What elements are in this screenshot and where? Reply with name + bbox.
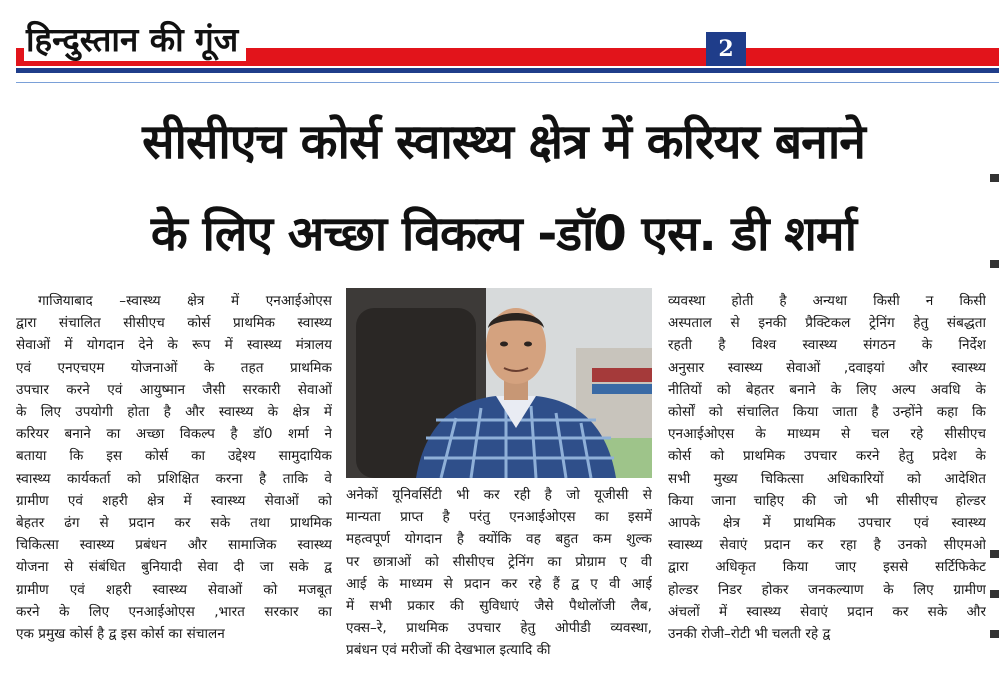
article-line: एनआईओएस के माध्यम से चल रहे सीसीएच <box>668 426 986 443</box>
article-line: ग्रामीण एवं शहरी क्षेत्र में स्वास्थ्य सेवाओं को <box>16 492 332 509</box>
newspaper-title: हिन्दुस्तान की गूंज <box>24 16 246 61</box>
header-divider <box>16 82 999 83</box>
article-line: होल्डर निडर होकर जनकल्याण के लिए ग्रामीण <box>668 581 986 598</box>
article-line: करियर बनाने का अच्छा विकल्प है डॉ0 शर्मा ने <box>16 426 332 443</box>
article-line: एवं एनएचएम योजनाओं के तहत प्राथमिक <box>16 359 332 376</box>
article-line: चिकित्सा स्वास्थ्य प्रबंधन और सामाजिक स्वास्थ्य <box>16 537 332 554</box>
article-line: स्वास्थ्य कार्यकर्ता को प्रशिक्षित करना है ताकि वे <box>16 470 332 487</box>
masthead-blue-rule <box>16 68 999 73</box>
article-line: में सभी प्रकार की सुविधाएं जैसे पैथोलॉजी लैब, <box>346 598 652 615</box>
article-column-right <box>668 290 986 645</box>
masthead <box>16 10 999 80</box>
portrait-photo <box>346 288 652 478</box>
article-line: रहती है विश्व स्वास्थ्य संगठन के निर्देश <box>668 337 986 354</box>
article-line: सभी मुख्य चिकित्सा अधिकारियों को आदेशित <box>668 470 986 487</box>
headline-line-1: सीसीएच कोर्स स्वास्थ्य क्षेत्र में करियर बनाने <box>142 114 865 170</box>
article-line: बताया कि इस कोर्स का उद्देश्य सामुदायिक <box>16 448 332 465</box>
article-column-left <box>16 290 332 645</box>
article-photo <box>346 288 652 478</box>
article-line: महत्वपूर्ण योगदान है क्योंकि वह बहुत कम शुल्क <box>346 531 652 548</box>
article-line: एक्स–रे, प्राथमिक उपचार हेतु ओपीडी व्यवस्था, <box>346 620 652 637</box>
article-column-middle <box>346 484 652 662</box>
article-line: पर छात्राओं को सीसीएच ट्रेनिंग का प्रोग्राम ए वी <box>346 553 652 570</box>
article-line: कोर्सों को संचालित किया जाता है उन्होंने कहा कि <box>668 404 986 421</box>
article-line: अस्पताल से इनकी प्रैक्टिकल ट्रेनिंग हेतु संबद्धता <box>668 315 986 332</box>
article-line: किया जाना चाहिए की जो भी सीसीएच होल्डर <box>668 492 986 509</box>
article-line: आई के माध्यम से प्रदान कर रहे हैं द्व ए वी आई <box>346 575 652 592</box>
article-headline <box>16 96 991 280</box>
article-line: स्वास्थ्य सेवाएं प्रदान कर रहा है उनको सीएमओ <box>668 537 986 554</box>
article-line: अनेकों यूनिवर्सिटी भी कर रही है जो यूजीसी से <box>346 487 652 503</box>
article-line: मान्यता प्राप्त है परंतु एनआईओएस का इसमें <box>346 509 652 526</box>
article-line: द्वारा संचालित सीसीएच कोर्स प्राथमिक स्वास्थ्य <box>16 315 332 332</box>
page-number-badge: 2 <box>706 32 746 66</box>
article-line: योजना से संबंधित बुनियादी सेवा दी जा सके द्व <box>16 559 332 576</box>
article-line: सेवाओं में योगदान देने के रूप में स्वास्थ्य मंत्रालय <box>16 337 332 354</box>
article-line: नीतियों को बेहतर बनाने के लिए अल्प अवधि के <box>668 381 986 398</box>
adjacent-column-edge <box>990 150 999 697</box>
article-line: आपके क्षेत्र में प्राथमिक उपचार एवं स्वास्थ्य <box>668 515 986 532</box>
article-line: अनुसार स्वास्थ्य सेवाओं ,दवाइयां और स्वास्थ्य <box>668 359 986 376</box>
article-line: अंचलों में स्वास्थ्य सेवाएं प्रदान कर सके और <box>668 603 986 620</box>
article-line: उपचार करने एवं आयुष्मान जैसी सरकारी सेवाओं <box>16 381 332 398</box>
article-line: द्वारा अधिकृत किया जाए इससे सर्टिफिकेट <box>668 559 986 576</box>
article-line: गाजियाबाद –स्वास्थ्य क्षेत्र में एनआईओएस <box>38 293 332 309</box>
article-line: करने के लिए एनआईओएस ,भारत सरकार का <box>16 603 332 620</box>
article-line: एक प्रमुख कोर्स है द्व इस कोर्स का संचालन <box>16 626 225 643</box>
article-line: के लिए उपयोगी होता है और स्वास्थ्य के क्षेत्र में <box>16 404 332 421</box>
article-line: कोर्स को प्राथमिक उपचार करने हेतु प्रदेश के <box>668 448 986 465</box>
article-line: प्रबंधन एवं मरीजों की देखभाल इत्यादि की <box>346 642 551 659</box>
article-line: उनकी रोजी–रोटी भी चलती रहे द्व <box>668 626 831 643</box>
article-line: बेहतर ढंग से प्रदान कर सके तथा प्राथमिक <box>16 515 332 532</box>
article-line: ग्रामीण एवं शहरी स्वास्थ्य सेवाओं को मजबूत <box>16 581 332 598</box>
article-line: व्यवस्था होती है अन्यथा किसी न किसी <box>668 293 986 309</box>
headline-line-2: के लिए अच्छा विकल्प -डॉ0 एस. डी शर्मा <box>150 206 857 262</box>
